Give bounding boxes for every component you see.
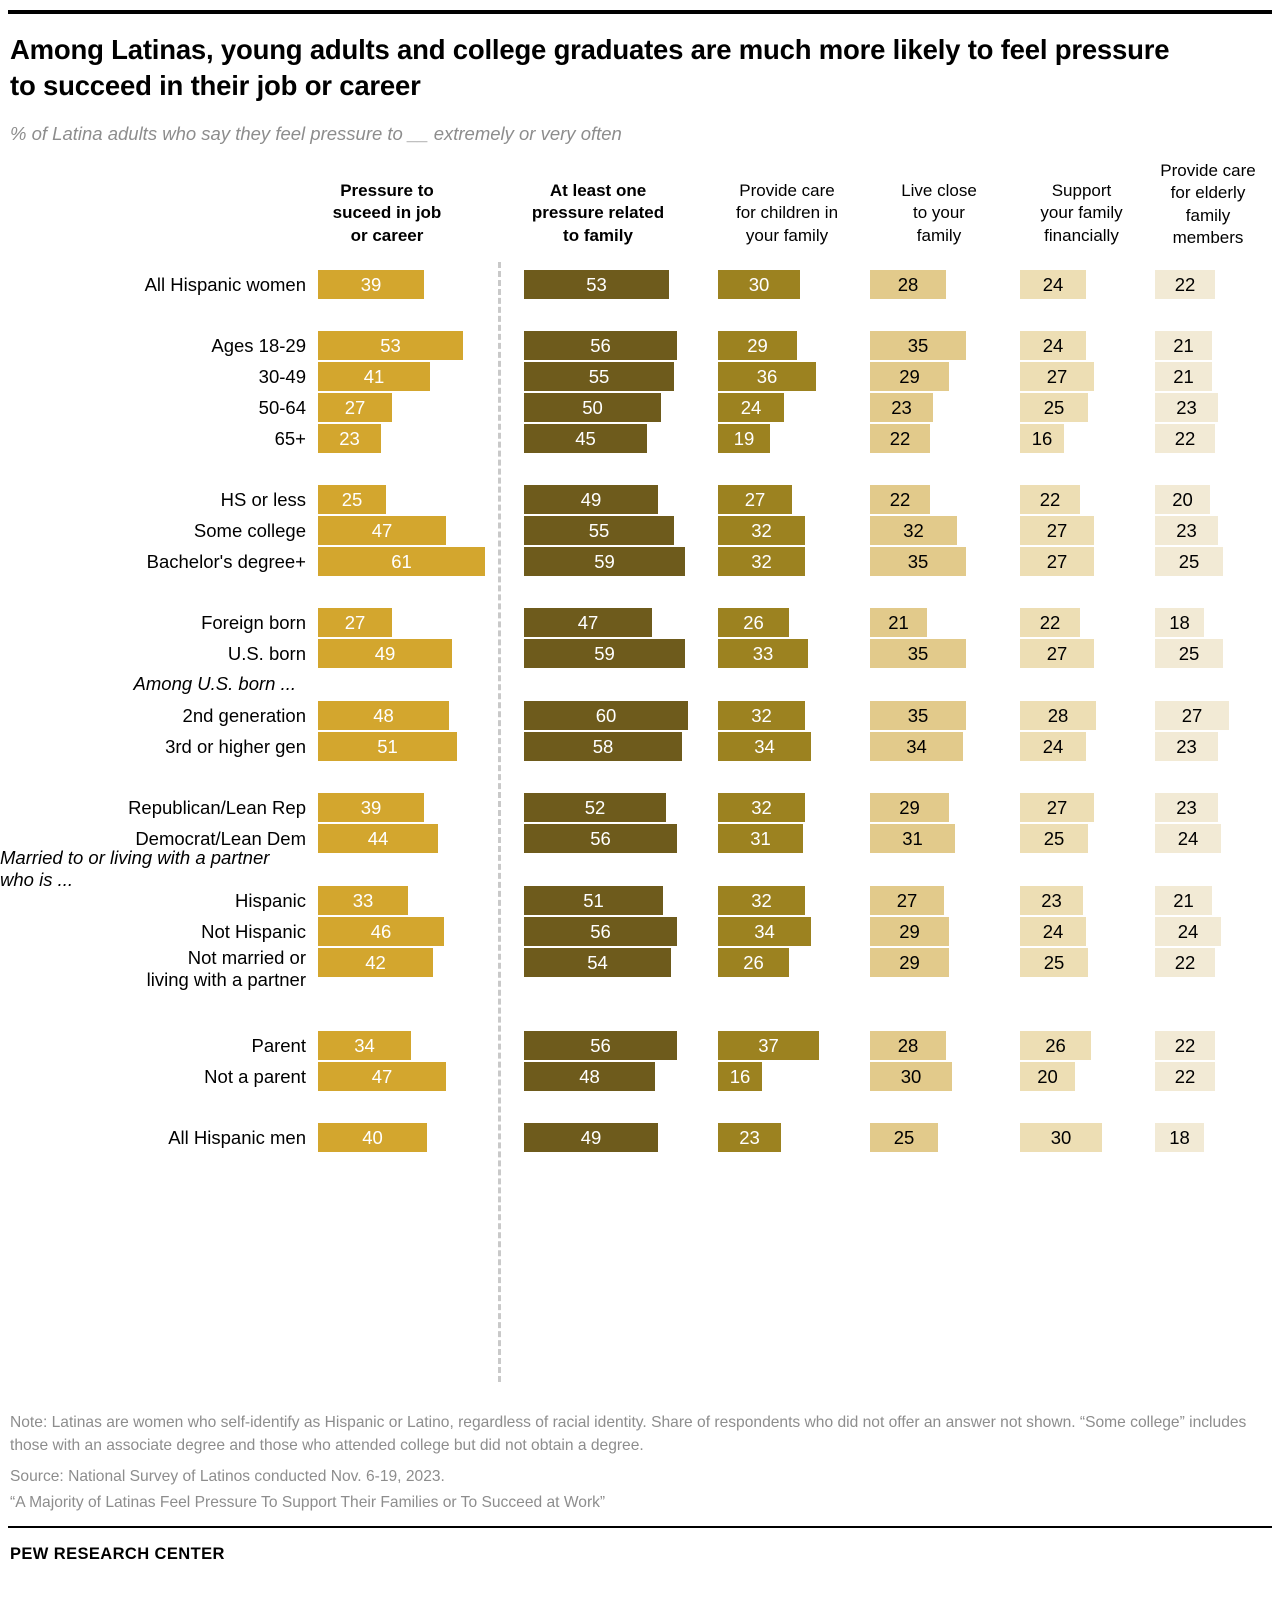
bar-value: 61 (318, 547, 485, 576)
row-label (0, 607, 306, 638)
row-label-line: Ages 18-29 (211, 334, 306, 356)
bar-value: 19 (718, 424, 770, 453)
bar-value: 27 (1020, 639, 1094, 668)
bar-value: 24 (718, 393, 784, 422)
bar-value: 28 (1020, 701, 1096, 730)
column-header-line: to family (563, 225, 633, 245)
bar-value: 54 (524, 948, 671, 977)
bar-value: 22 (1155, 270, 1215, 299)
bar-value: 23 (1155, 393, 1218, 422)
column-header-line: for elderly (1170, 183, 1246, 203)
row-label-line: HS or less (220, 488, 306, 510)
row-label-line: Foreign born (201, 611, 306, 633)
row-label (0, 392, 306, 423)
bar-value: 16 (1020, 424, 1064, 453)
bar-value: 60 (524, 701, 688, 730)
bar-value: 32 (718, 886, 805, 915)
column-header-line: Provide care (739, 181, 835, 200)
bar-value: 30 (870, 1062, 952, 1091)
bar-value: 21 (1155, 331, 1212, 360)
bar-value: 56 (524, 1031, 677, 1060)
bar-value: 45 (524, 424, 647, 453)
bar-value: 28 (870, 270, 946, 299)
bar-value: 47 (318, 516, 446, 545)
bar-value: 34 (718, 732, 811, 761)
chart-row (0, 1030, 1280, 1061)
bar-value: 35 (870, 331, 966, 360)
bar-value: 53 (318, 331, 463, 360)
row-label-line: All Hispanic men (168, 1126, 306, 1148)
column-header-line: Support (1051, 181, 1112, 200)
row-label-line: 50-64 (258, 396, 306, 418)
chart-row (0, 885, 1280, 916)
bar-value: 30 (1020, 1123, 1102, 1152)
bar-value: 48 (318, 701, 449, 730)
bar-value: 46 (318, 917, 444, 946)
top-rule (8, 10, 1272, 14)
brand-label: PEW RESEARCH CENTER (10, 1545, 225, 1563)
bar-value: 28 (870, 1031, 946, 1060)
footnote-source: Source: National Survey of Latinos conducted Nov. 6-19, 2023. (10, 1468, 445, 1485)
row-label-line: Not married or (187, 947, 306, 969)
row-label (0, 1061, 306, 1092)
bar-value: 22 (1155, 1031, 1215, 1060)
row-label-line: Bachelor's degree+ (146, 550, 306, 572)
row-label (0, 731, 306, 762)
bar-value: 26 (718, 948, 789, 977)
bar-value: 59 (524, 547, 685, 576)
chart-row (0, 792, 1280, 823)
bar-value: 25 (1020, 948, 1088, 977)
column-header-line: your family (1040, 203, 1123, 223)
column-header-line: or career (350, 225, 424, 245)
bar-value: 25 (1020, 393, 1088, 422)
row-label (0, 792, 306, 823)
bar-value: 33 (718, 639, 808, 668)
chart-row (0, 515, 1280, 546)
bar-value: 27 (1020, 793, 1094, 822)
chart-row (0, 546, 1280, 577)
bar-value: 49 (318, 639, 452, 668)
bar-value: 23 (1155, 732, 1218, 761)
bar-value: 39 (318, 793, 424, 822)
bar-value: 53 (524, 270, 669, 299)
bar-value: 18 (1155, 608, 1204, 637)
bar-value: 49 (524, 1123, 658, 1152)
column-header-line: Provide care (1160, 161, 1256, 180)
row-label (0, 638, 306, 669)
bar-value: 22 (870, 424, 930, 453)
bar-value: 25 (1155, 639, 1223, 668)
bar-value: 16 (718, 1062, 762, 1091)
bar-value: 32 (718, 547, 805, 576)
bar-value: 29 (870, 948, 949, 977)
row-label-line: 3rd or higher gen (165, 735, 306, 757)
bar-value: 27 (318, 393, 392, 422)
chart-row (0, 607, 1280, 638)
bar-value: 32 (718, 793, 805, 822)
bar-value: 41 (318, 362, 430, 391)
bar-value: 51 (318, 732, 457, 761)
column-header-4 (1014, 180, 1149, 247)
bar-value: 27 (1020, 547, 1094, 576)
bar-value: 22 (1020, 485, 1080, 514)
bar-value: 24 (1020, 732, 1086, 761)
bar-value: 29 (870, 362, 949, 391)
bar-value: 32 (718, 701, 805, 730)
bar-value: 20 (1155, 485, 1210, 514)
row-label-line: Parent (251, 1034, 306, 1056)
row-label-line: Republican/Lean Rep (128, 796, 306, 818)
bar-value: 21 (1155, 362, 1212, 391)
chart-row (0, 638, 1280, 669)
bar-value: 42 (318, 948, 433, 977)
column-header-1 (518, 180, 678, 247)
row-label-line: living with a partner (146, 968, 306, 990)
section-heading: Among U.S. born ... (133, 673, 296, 694)
footnote-report: “A Majority of Latinas Feel Pressure To Support Their Families or To Succeed at Work” (10, 1494, 606, 1511)
bar-value: 34 (870, 732, 963, 761)
column-header-line: family (1185, 205, 1231, 225)
bar-value: 27 (1020, 362, 1094, 391)
bar-value: 31 (718, 824, 803, 853)
row-label-line: 65+ (274, 427, 306, 449)
bar-value: 24 (1020, 270, 1086, 299)
row-label-line: 30-49 (258, 365, 306, 387)
row-label (0, 515, 306, 546)
bar-value: 29 (870, 917, 949, 946)
bar-value: 25 (1155, 547, 1223, 576)
bar-value: 32 (870, 516, 957, 545)
bar-value: 55 (524, 362, 674, 391)
bar-value: 23 (718, 1123, 781, 1152)
column-header-line: members (1172, 228, 1244, 248)
chart-row (0, 731, 1280, 762)
row-label-line: Not Hispanic (201, 920, 306, 942)
bar-value: 56 (524, 331, 677, 360)
bar-value: 22 (870, 485, 930, 514)
bar-value: 52 (524, 793, 666, 822)
bar-value: 26 (1020, 1031, 1091, 1060)
chart-row (0, 484, 1280, 515)
column-header-line: suceed in job (332, 203, 442, 223)
bar-value: 23 (1020, 886, 1083, 915)
bar-value: 29 (870, 793, 949, 822)
bar-value: 22 (1020, 608, 1080, 637)
bar-value: 23 (318, 424, 381, 453)
row-label-line: All Hispanic women (144, 273, 306, 295)
chart-row (0, 392, 1280, 423)
bar-value: 55 (524, 516, 674, 545)
bar-value: 27 (718, 485, 792, 514)
bar-value: 47 (318, 1062, 446, 1091)
bar-value: 39 (318, 270, 424, 299)
bar-value: 27 (1155, 701, 1229, 730)
row-label (0, 885, 306, 916)
bar-value: 32 (718, 516, 805, 545)
column-header-2 (712, 180, 862, 247)
bar-value: 48 (524, 1062, 655, 1091)
row-label-line: U.S. born (227, 642, 306, 664)
row-label (0, 1030, 306, 1061)
row-label-line: Some college (193, 519, 306, 541)
bar-value: 21 (1155, 886, 1212, 915)
column-header-line: family (916, 225, 962, 245)
column-header-0 (312, 180, 462, 247)
bar-value: 40 (318, 1123, 427, 1152)
chart-row (0, 1122, 1280, 1153)
chart-row (0, 361, 1280, 392)
bar-value: 27 (1020, 516, 1094, 545)
page-title: Among Latinas, young adults and college graduates are much more likely to feel pressure to succeed in their job or career (10, 34, 1170, 101)
bar-value: 25 (870, 1123, 938, 1152)
bar-value: 30 (718, 270, 800, 299)
bar-value: 47 (524, 608, 652, 637)
row-label-line: Hispanic (235, 889, 306, 911)
column-header-line: Live close (901, 181, 977, 200)
bar-value: 56 (524, 824, 677, 853)
column-header-line: to your (913, 203, 965, 223)
column-header-line: At least one (549, 181, 647, 200)
bar-value: 27 (870, 886, 944, 915)
column-header-line: pressure related (531, 203, 665, 223)
row-label (0, 484, 306, 515)
column-header-5 (1149, 160, 1267, 250)
bar-value: 56 (524, 917, 677, 946)
bar-value: 49 (524, 485, 658, 514)
chart-row (0, 269, 1280, 300)
bar-value: 22 (1155, 948, 1215, 977)
chart-row (0, 423, 1280, 454)
page-subtitle: % of Latina adults who say they feel pressure to __ extremely or very often (10, 123, 622, 144)
bar-value: 36 (718, 362, 816, 391)
row-label-line: Democrat/Lean Dem (135, 827, 306, 849)
bar-value: 34 (718, 917, 811, 946)
row-label (0, 269, 306, 300)
column-header-3 (864, 180, 1014, 247)
bar-value: 35 (870, 547, 966, 576)
bar-value: 23 (1155, 516, 1218, 545)
footnote-note: Note: Latinas are women who self-identify as Hispanic or Latino, regardless of racial identity. Share of respondents who did not offer an answer not shown. “Some college” includes those with an associate degree and those who attended college but did not obtain a degree. (10, 1414, 1247, 1454)
bar-value: 23 (1155, 793, 1218, 822)
row-label (0, 423, 306, 454)
row-label (0, 943, 306, 994)
bar-value: 20 (1020, 1062, 1075, 1091)
chart-row (0, 1061, 1280, 1092)
row-label (0, 700, 306, 731)
bar-value: 25 (1020, 824, 1088, 853)
row-label (0, 1122, 306, 1153)
bar-value: 25 (318, 485, 386, 514)
bar-value: 29 (718, 331, 797, 360)
bar-value: 24 (1155, 824, 1221, 853)
bar-value: 51 (524, 886, 663, 915)
chart-row (0, 700, 1280, 731)
row-label-line: 2nd generation (182, 704, 306, 726)
bar-value: 24 (1020, 331, 1086, 360)
bar-value: 27 (318, 608, 392, 637)
row-label (0, 361, 306, 392)
column-header-line: financially (1044, 225, 1119, 245)
bar-value: 23 (870, 393, 933, 422)
bar-value: 58 (524, 732, 682, 761)
bar-value: 18 (1155, 1123, 1204, 1152)
bar-value: 26 (718, 608, 789, 637)
bar-value: 59 (524, 639, 685, 668)
chart-row (0, 947, 1280, 1000)
column-header-line: for children in (735, 203, 839, 223)
bar-value: 37 (718, 1031, 819, 1060)
chart-row (0, 330, 1280, 361)
bar-value: 21 (870, 608, 927, 637)
column-header-line: your family (745, 225, 829, 245)
row-label-line: Not a parent (204, 1065, 306, 1087)
bar-value: 50 (524, 393, 661, 422)
bar-value: 33 (318, 886, 408, 915)
bar-value: 44 (318, 824, 438, 853)
bar-value: 34 (318, 1031, 411, 1060)
bar-value: 22 (1155, 424, 1215, 453)
bar-value: 31 (870, 824, 955, 853)
column-header-line: Pressure to (340, 181, 434, 200)
bottom-rule (8, 1526, 1272, 1528)
row-label (0, 330, 306, 361)
bar-value: 35 (870, 701, 966, 730)
bar-value: 35 (870, 639, 966, 668)
section-heading: Married to or living with a partner who is ... (0, 847, 270, 890)
bar-value: 24 (1020, 917, 1086, 946)
bar-value: 24 (1155, 917, 1221, 946)
bar-value: 22 (1155, 1062, 1215, 1091)
row-label (0, 546, 306, 577)
